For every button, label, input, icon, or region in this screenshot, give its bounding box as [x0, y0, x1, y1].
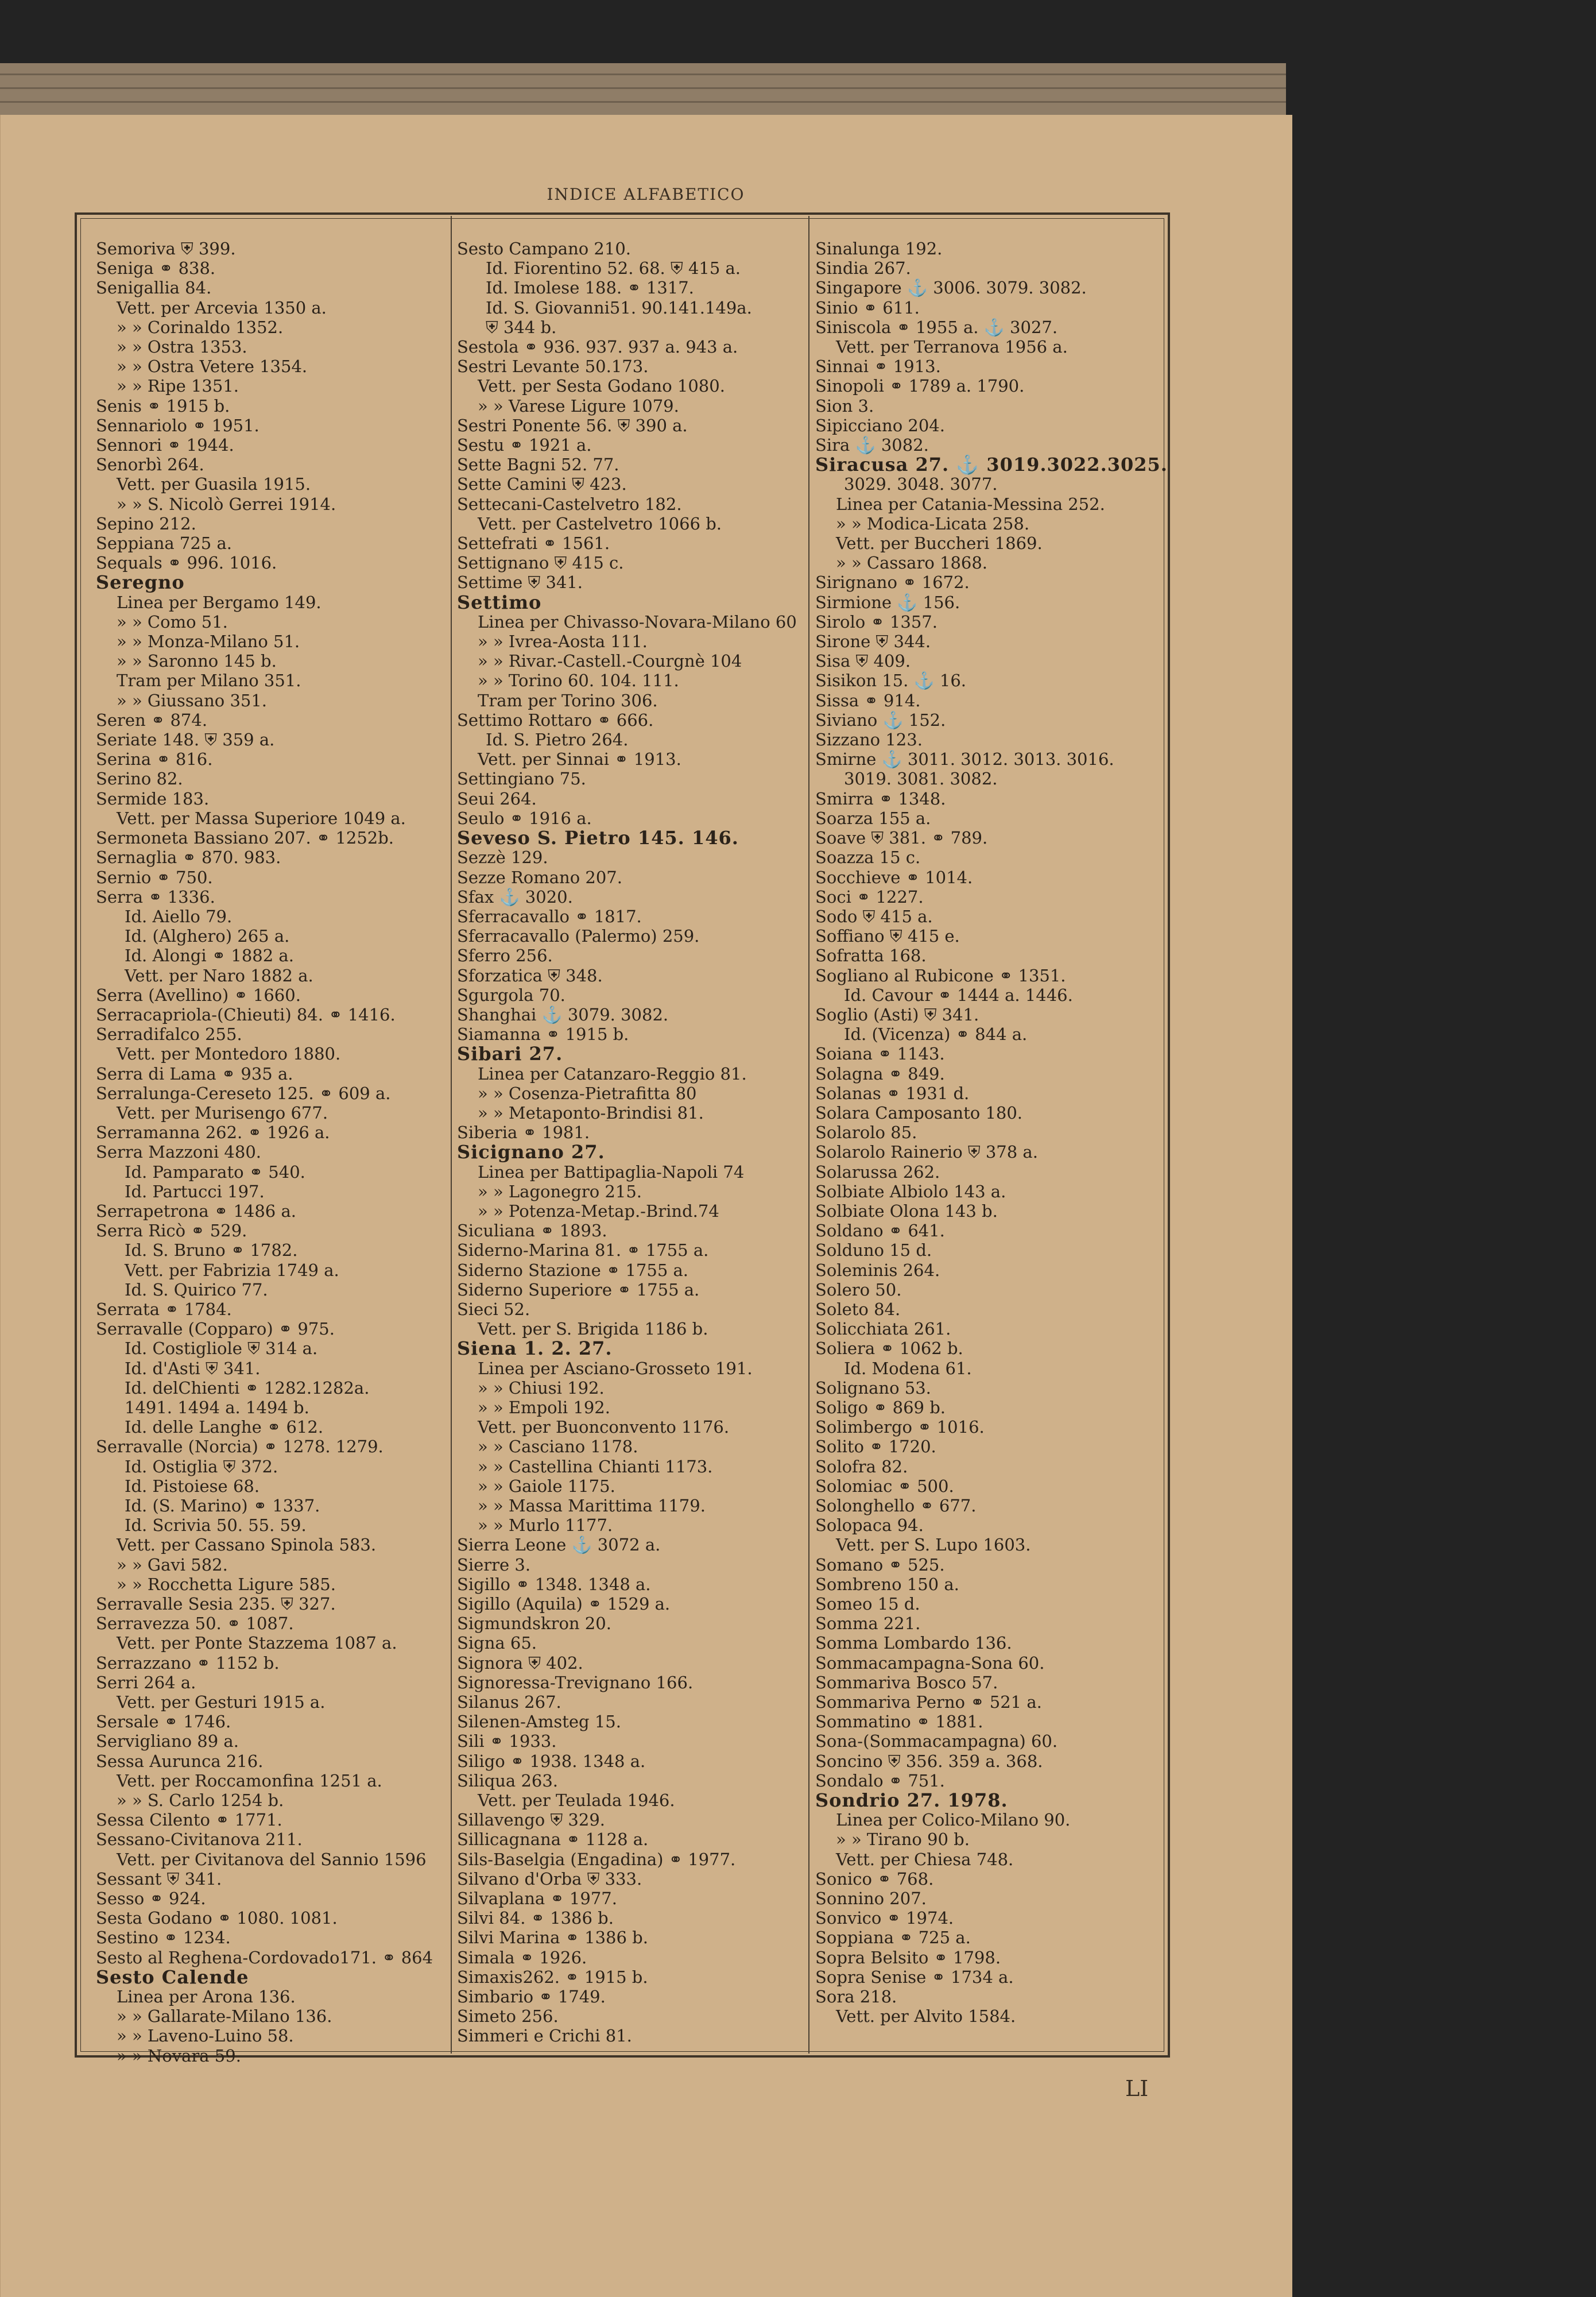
index-entry: » » Castellina Chianti 1173.: [478, 1456, 713, 1476]
index-entry: Sennariolo ⚭ 1951.: [96, 415, 259, 435]
index-entry: Simeto 256.: [457, 2006, 559, 2027]
index-entry: Id. S. Pietro 264.: [486, 730, 629, 750]
index-entry: Seulo ⚭ 1916 a.: [457, 808, 592, 828]
index-entry: Sopra Senise ⚭ 1734 a.: [815, 1967, 1014, 1987]
index-entry: Serramanna 262. ⚭ 1926 a.: [96, 1123, 330, 1143]
index-entry: 1491. 1494 a. 1494 b.: [125, 1397, 309, 1417]
index-entry: Vett. per Roccamonfina 1251 a.: [117, 1770, 382, 1791]
index-entry: Smirne ⚓ 3011. 3012. 3013. 3016.: [815, 749, 1114, 769]
index-entry: Serra (Avellino) ⚭ 1660.: [96, 985, 301, 1005]
index-entry: Seriate 148. ⛨ 359 a.: [96, 730, 275, 750]
index-entry: Serravalle (Norcia) ⚭ 1278. 1279.: [96, 1437, 383, 1457]
index-entry: Siliqua 263.: [457, 1770, 559, 1791]
index-entry: Vett. per Fabrizia 1749 a.: [125, 1260, 339, 1280]
index-entry: Vett. per Castelvetro 1066 b.: [478, 513, 722, 533]
index-entry: » » Massa Marittima 1179.: [478, 1496, 706, 1515]
index-entry: Serrata ⚭ 1784.: [96, 1299, 232, 1319]
index-entry: Id. Ostiglia ⛨ 372.: [125, 1456, 278, 1476]
index-entry: Linea per Colico-Milano 90.: [836, 1810, 1071, 1830]
index-entry: Serravalle Sesia 235. ⛨ 327.: [96, 1594, 336, 1614]
index-entry: Serracapriola-(Chieuti) 84. ⚭ 1416.: [96, 1004, 396, 1024]
index-entry: Id. Imolese 188. ⚭ 1317.: [486, 278, 694, 298]
index-entry: Serina ⚭ 816.: [96, 749, 213, 769]
index-entry: Sisa ⛨ 409.: [815, 651, 911, 671]
index-entry: » » Laveno-Luino 58.: [117, 2026, 294, 2046]
index-entry: Sondalo ⚭ 751.: [815, 1770, 945, 1791]
index-entry: Vett. per Civitanova del Sannio 1596: [117, 1849, 427, 1869]
index-entry: Solarussa 262.: [815, 1162, 940, 1182]
index-entry: Silenen-Amsteg 15.: [457, 1712, 621, 1732]
index-entry: Sillavengo ⛨ 329.: [457, 1810, 605, 1830]
index-entry: Sestu ⚭ 1921 a.: [457, 435, 592, 455]
index-entry: Linea per Bergamo 149.: [117, 592, 321, 612]
index-entry: » » Rocchetta Ligure 585.: [117, 1574, 336, 1594]
index-entry: Solanas ⚭ 1931 d.: [815, 1083, 970, 1103]
column-divider: [808, 216, 809, 2054]
index-entry: Signa 65.: [457, 1633, 537, 1653]
index-entry: Siniscola ⚭ 1955 a. ⚓ 3027.: [815, 317, 1058, 337]
index-entry: Sesso ⚭ 924.: [96, 1889, 206, 1909]
index-entry: Settignano ⛨ 415 c.: [457, 553, 624, 573]
index-entry: Servigliano 89 a.: [96, 1731, 239, 1751]
index-entry: Vett. per Gesturi 1915 a.: [117, 1692, 326, 1712]
index-entry: » » Potenza-Metap.-Brind.74: [478, 1201, 719, 1221]
index-entry: Sesto Campano 210.: [457, 239, 631, 258]
index-entry: Sinopoli ⚭ 1789 a. 1790.: [815, 376, 1025, 396]
index-entry: Sicignano 27.: [457, 1141, 605, 1163]
index-entry: Vett. per S. Brigida 1186 b.: [478, 1319, 708, 1339]
index-entry: Sigillo (Aquila) ⚭ 1529 a.: [457, 1594, 671, 1614]
index-entry: Somano ⚭ 525.: [815, 1554, 945, 1575]
index-entry: Solbiate Olona 143 b.: [815, 1201, 998, 1221]
index-entry: » » Saronno 145 b.: [117, 651, 277, 671]
index-entry: Solduno 15 d.: [815, 1240, 932, 1260]
index-entry: Id. S. Bruno ⚭ 1782.: [125, 1240, 298, 1260]
index-entry: Serri 264 a.: [96, 1672, 196, 1692]
index-entry: Sette Camini ⛨ 423.: [457, 474, 627, 494]
index-entry: Settecani-Castelvetro 182.: [457, 494, 682, 514]
index-entry: Silvano d'Orba ⛨ 333.: [457, 1869, 642, 1889]
index-entry: » » Metaponto-Brindisi 81.: [478, 1103, 704, 1123]
index-entry: Vett. per Cassano Spinola 583.: [117, 1535, 377, 1555]
index-entry: Sogliano al Rubicone ⚭ 1351.: [815, 965, 1066, 985]
page-header: INDICE ALFABETICO: [547, 185, 745, 204]
index-entry: Siracusa 27. ⚓ 3019.3022.3025.: [815, 454, 1168, 476]
index-entry: Sinnai ⚭ 1913.: [815, 357, 941, 377]
index-entry: Solopaca 94.: [815, 1515, 924, 1536]
index-entry: Simaxis262. ⚭ 1915 b.: [457, 1967, 648, 1987]
index-entry: Seveso S. Pietro 145. 146.: [457, 827, 739, 849]
index-entry: Sierre 3.: [457, 1554, 531, 1575]
index-entry: Sibari 27.: [457, 1043, 563, 1065]
index-entry: Sisikon 15. ⚓ 16.: [815, 671, 967, 691]
index-entry: Siderno Stazione ⚭ 1755 a.: [457, 1260, 689, 1280]
index-entry: Id. delle Langhe ⚭ 612.: [125, 1417, 324, 1437]
index-entry: Simbario ⚭ 1749.: [457, 1987, 606, 2007]
index-entry: Sipicciano 204.: [815, 415, 945, 435]
index-entry: Vett. per Massa Superiore 1049 a.: [117, 808, 406, 828]
page-signature: LI: [1125, 2076, 1149, 2101]
index-entry: Siculiana ⚭ 1893.: [457, 1221, 607, 1241]
index-entry: » » Giussano 351.: [117, 690, 268, 710]
index-entry: Id. Aiello 79.: [125, 906, 233, 926]
index-entry: Sona-(Sommacampagna) 60.: [815, 1731, 1058, 1751]
index-entry: Sermoneta Bassiano 207. ⚭ 1252b.: [96, 828, 394, 848]
index-entry: Id. Cavour ⚭ 1444 a. 1446.: [844, 985, 1073, 1005]
index-entry: Vett. per Chiesa 748.: [836, 1849, 1014, 1869]
index-entry: Senigallia 84.: [96, 278, 212, 298]
index-entry: Vett. per S. Lupo 1603.: [836, 1535, 1031, 1555]
index-entry: Vett. per Montedoro 1880.: [117, 1044, 341, 1064]
index-entry: » » Monza-Milano 51.: [117, 632, 300, 652]
index-entry: Sodo ⛨ 415 a.: [815, 906, 933, 926]
index-entry: Vett. per Teulada 1946.: [478, 1791, 675, 1811]
index-entry: Vett. per Terranova 1956 a.: [836, 337, 1068, 357]
index-entry: Soffiano ⛨ 415 e.: [815, 926, 960, 946]
index-entry: 3029. 3048. 3077.: [844, 474, 998, 494]
index-entry: Sersale ⚭ 1746.: [96, 1712, 231, 1732]
index-entry: Serra Ricò ⚭ 529.: [96, 1221, 247, 1241]
index-entry: Serravalle (Copparo) ⚭ 975.: [96, 1319, 335, 1339]
index-entry: Vett. per Arcevia 1350 a.: [117, 297, 327, 318]
index-entry: Smirra ⚭ 1348.: [815, 788, 946, 809]
index-entry: Sirolo ⚭ 1357.: [815, 612, 938, 632]
index-entry: » » S. Carlo 1254 b.: [117, 1791, 284, 1811]
index-entry: » » Ostra 1353.: [117, 337, 247, 357]
index-entry: Siderno-Marina 81. ⚭ 1755 a.: [457, 1240, 709, 1260]
index-entry: Sgurgola 70.: [457, 985, 565, 1005]
index-entry: Soldano ⚭ 641.: [815, 1221, 945, 1241]
index-entry: Vett. per Sinnai ⚭ 1913.: [478, 749, 681, 769]
index-entry: Soncino ⛨ 356. 359 a. 368.: [815, 1751, 1043, 1771]
index-entry: Id. (Vicenza) ⚭ 844 a.: [844, 1024, 1028, 1045]
index-entry: Id. (S. Marino) ⚭ 1337.: [125, 1496, 320, 1515]
index-entry: » » Murlo 1177.: [478, 1515, 613, 1536]
index-entry: Sommatino ⚭ 1881.: [815, 1712, 983, 1732]
index-entry: Sommacampagna-Sona 60.: [815, 1653, 1045, 1673]
index-entry: Somma Lombardo 136.: [815, 1633, 1012, 1653]
index-entry: Id. S. Quirico 77.: [125, 1279, 268, 1300]
index-entry: Seui 264.: [457, 788, 537, 809]
index-entry: » » Ostra Vetere 1354.: [117, 357, 308, 377]
index-entry: Soave ⛨ 381. ⚭ 789.: [815, 828, 988, 848]
index-entry: Sissa ⚭ 914.: [815, 690, 921, 710]
index-entry: Sestri Ponente 56. ⛨ 390 a.: [457, 415, 688, 435]
index-entry: Settefrati ⚭ 1561.: [457, 533, 610, 554]
index-entry: Id. Pistoiese 68.: [125, 1476, 260, 1496]
index-entry: Sepino 212.: [96, 513, 196, 533]
index-entry: Soleto 84.: [815, 1299, 901, 1319]
index-entry: Solbiate Albiolo 143 a.: [815, 1181, 1006, 1201]
index-entry: Id. delChienti ⚭ 1282.1282a.: [125, 1378, 370, 1398]
index-entry: Solero 50.: [815, 1279, 902, 1300]
index-entry: Soazza 15 c.: [815, 848, 921, 868]
index-entry: » » Corinaldo 1352.: [117, 317, 284, 337]
index-entry: Solito ⚭ 1720.: [815, 1437, 936, 1457]
index-entry: Signora ⛨ 402.: [457, 1653, 583, 1673]
index-entry: » » Gallarate-Milano 136.: [117, 2006, 332, 2027]
index-entry: » » Cosenza-Pietrafitta 80: [478, 1083, 697, 1103]
index-entry: » » Rivar.-Castell.-Courgnè 104: [478, 651, 742, 671]
index-entry: Someo 15 d.: [815, 1594, 920, 1614]
index-entry: Linea per Arona 136.: [117, 1987, 296, 2007]
index-entry: Sindia 267.: [815, 258, 911, 279]
index-entry: Linea per Chivasso-Novara-Milano 60: [478, 612, 797, 632]
index-entry: Siamanna ⚭ 1915 b.: [457, 1024, 629, 1045]
index-entry: Sils-Baselgia (Engadina) ⚭ 1977.: [457, 1849, 736, 1869]
index-entry: Silvi 84. ⚭ 1386 b.: [457, 1908, 614, 1928]
index-entry: Socchieve ⚭ 1014.: [815, 867, 973, 887]
index-column-2: [457, 239, 807, 2046]
index-entry: Vett. per Buccheri 1869.: [836, 533, 1043, 554]
index-entry: Solimbergo ⚭ 1016.: [815, 1417, 985, 1437]
index-entry: Soleminis 264.: [815, 1260, 940, 1280]
index-entry: Sigmundskron 20.: [457, 1614, 611, 1634]
index-entry: Soligo ⚭ 869 b.: [815, 1397, 946, 1417]
index-entry: Silanus 267.: [457, 1692, 561, 1712]
index-entry: Id. Pamparato ⚭ 540.: [125, 1162, 305, 1182]
index-entry: Id. Modena 61.: [844, 1358, 972, 1378]
index-entry: Sirignano ⚭ 1672.: [815, 573, 970, 593]
index-entry: Sondrio 27. 1978.: [815, 1789, 1008, 1812]
index-entry: » » Como 51.: [117, 612, 228, 632]
index-entry: Solagna ⚭ 849.: [815, 1064, 945, 1084]
index-entry: Linea per Asciano-Grosseto 191.: [478, 1358, 753, 1378]
index-entry: Sestino ⚭ 1234.: [96, 1928, 231, 1948]
index-entry: Senorbì 264.: [96, 455, 204, 475]
index-entry: Sonico ⚭ 768.: [815, 1869, 934, 1889]
index-entry: Siderno Superiore ⚭ 1755 a.: [457, 1279, 700, 1300]
index-entry: Sesto al Reghena-Cordovado171. ⚭ 864: [96, 1947, 433, 1967]
index-entry: » » Varese Ligure 1079.: [478, 396, 679, 416]
column-divider: [451, 216, 452, 2054]
index-entry: » » Gaiole 1175.: [478, 1476, 615, 1496]
index-entry: » » Ripe 1351.: [117, 376, 239, 396]
index-entry: Solomiac ⚭ 500.: [815, 1476, 954, 1496]
index-entry: Seren ⚭ 874.: [96, 710, 208, 730]
index-entry: » » Casciano 1178.: [478, 1437, 638, 1457]
index-entry: Sizzano 123.: [815, 730, 923, 750]
index-entry: Id. Scrivia 50. 55. 59.: [125, 1515, 307, 1536]
index-entry: Sette Bagni 52. 77.: [457, 455, 619, 475]
index-entry: Senis ⚭ 1915 b.: [96, 396, 230, 416]
index-entry: Sesta Godano ⚭ 1080. 1081.: [96, 1908, 338, 1928]
index-entry: 3019. 3081. 3082.: [844, 769, 998, 789]
index-entry: Sombreno 150 a.: [815, 1574, 959, 1594]
index-entry: Sermide 183.: [96, 788, 210, 809]
index-entry: ⛨ 344 b.: [486, 317, 557, 337]
index-entry: » » Empoli 192.: [478, 1397, 610, 1417]
index-entry: Id. S. Giovanni51. 90.141.149a.: [486, 297, 752, 318]
index-entry: Serralunga-Cereseto 125. ⚭ 609 a.: [96, 1083, 391, 1103]
index-entry: Solarolo Rainerio ⛨ 378 a.: [815, 1142, 1038, 1162]
index-entry: Semoriva ⛨ 399.: [96, 239, 236, 258]
index-entry: Silvi Marina ⚭ 1386 b.: [457, 1928, 648, 1948]
index-entry: Sferro 256.: [457, 946, 553, 966]
index-entry: » » Modica-Licata 258.: [836, 513, 1030, 533]
index-entry: » » Lagonegro 215.: [478, 1181, 642, 1201]
index-entry: Sora 218.: [815, 1987, 897, 2007]
index-entry: Settime ⛨ 341.: [457, 573, 583, 593]
index-entry: Sion 3.: [815, 396, 874, 416]
index-entry: » » Cassaro 1868.: [836, 553, 988, 573]
index-entry: Shanghai ⚓ 3079. 3082.: [457, 1004, 669, 1024]
index-entry: Sernaglia ⚭ 870. 983.: [96, 848, 281, 868]
index-entry: Sezzè 129.: [457, 848, 548, 868]
index-entry: Serrazzano ⚭ 1152 b.: [96, 1653, 280, 1673]
index-entry: Vett. per Guasila 1915.: [117, 474, 311, 494]
index-entry: Serrapetrona ⚭ 1486 a.: [96, 1201, 296, 1221]
index-entry: Serino 82.: [96, 769, 183, 789]
index-entry: Id. d'Asti ⛨ 341.: [125, 1358, 261, 1378]
index-entry: Soliera ⚭ 1062 b.: [815, 1339, 963, 1359]
index-entry: Serradifalco 255.: [96, 1024, 242, 1045]
index-entry: Sernio ⚭ 750.: [96, 867, 213, 887]
index-entry: Vett. per Sesta Godano 1080.: [478, 376, 725, 396]
index-entry: » » Chiusi 192.: [478, 1378, 605, 1398]
index-entry: Sferracavallo ⚭ 1817.: [457, 906, 642, 926]
index-entry: Sesto Calende: [96, 1966, 249, 1988]
index-entry: Solicchiata 261.: [815, 1319, 951, 1339]
index-entry: Solarolo 85.: [815, 1123, 917, 1143]
index-entry: Solara Camposanto 180.: [815, 1103, 1023, 1123]
index-entry: Sira ⚓ 3082.: [815, 435, 929, 455]
index-entry: Id. Alongi ⚭ 1882 a.: [125, 946, 294, 966]
index-entry: Solonghello ⚭ 677.: [815, 1496, 977, 1515]
index-entry: Sierra Leone ⚓ 3072 a.: [457, 1535, 661, 1555]
index-entry: Vett. per Alvito 1584.: [836, 2006, 1016, 2027]
index-entry: » » Ivrea-Aosta 111.: [478, 632, 648, 652]
index-entry: Settingiano 75.: [457, 769, 586, 789]
index-entry: » » S. Nicolò Gerrei 1914.: [117, 494, 336, 514]
index-entry: Seniga ⚭ 838.: [96, 258, 216, 279]
index-entry: Sessa Cilento ⚭ 1771.: [96, 1810, 282, 1830]
index-entry: Siberia ⚭ 1981.: [457, 1123, 590, 1143]
index-entry: Simala ⚭ 1926.: [457, 1947, 587, 1967]
index-entry: Sigillo ⚭ 1348. 1348 a.: [457, 1574, 651, 1594]
index-entry: Sestri Levante 50.173.: [457, 357, 649, 377]
index-entry: Sforzatica ⛨ 348.: [457, 965, 603, 985]
index-entry: Serra ⚭ 1336.: [96, 887, 215, 907]
index-entry: Sieci 52.: [457, 1299, 530, 1319]
index-entry: Sessant ⛨ 341.: [96, 1869, 222, 1889]
index-entry: Sessa Aurunca 216.: [96, 1751, 264, 1771]
index-entry: Sommariva Perno ⚭ 521 a.: [815, 1692, 1042, 1712]
index-entry: Soiana ⚭ 1143.: [815, 1044, 945, 1064]
index-entry: Id. Partucci 197.: [125, 1181, 265, 1201]
index-entry: Tram per Milano 351.: [117, 671, 301, 691]
index-entry: Settimo: [457, 591, 542, 613]
index-entry: Id. Fiorentino 52. 68. ⛨ 415 a.: [486, 258, 741, 279]
index-entry: Sezze Romano 207.: [457, 867, 622, 887]
index-entry: Sofratta 168.: [815, 946, 927, 966]
index-entry: Sonvico ⚭ 1974.: [815, 1908, 954, 1928]
index-entry: Linea per Catanzaro-Reggio 81.: [478, 1064, 747, 1084]
index-entry: Vett. per Buonconvento 1176.: [478, 1417, 730, 1437]
index-entry: Signoressa-Trevignano 166.: [457, 1672, 694, 1692]
index-entry: Vett. per Naro 1882 a.: [125, 965, 313, 985]
index-entry: Sfax ⚓ 3020.: [457, 887, 573, 907]
index-column-1: [96, 239, 446, 2066]
index-entry: Tram per Torino 306.: [478, 690, 658, 710]
index-entry: Singapore ⚓ 3006. 3079. 3082.: [815, 278, 1087, 298]
index-entry: Sinalunga 192.: [815, 239, 943, 258]
index-entry: Sequals ⚭ 996. 1016.: [96, 553, 277, 573]
index-entry: Seppiana 725 a.: [96, 533, 232, 554]
index-entry: Sili ⚭ 1933.: [457, 1731, 557, 1751]
index-entry: Solofra 82.: [815, 1456, 908, 1476]
index-column-3: [815, 239, 1168, 2027]
index-entry: Serra Mazzoni 480.: [96, 1142, 262, 1162]
index-entry: Sestola ⚭ 936. 937. 937 a. 943 a.: [457, 337, 738, 357]
index-entry: Sessano-Civitanova 211.: [96, 1830, 303, 1850]
index-entry: » » Torino 60. 104. 111.: [478, 671, 679, 691]
index-entry: Vett. per Murisengo 677.: [117, 1103, 328, 1123]
index-entry: Id. Costigliole ⛨ 314 a.: [125, 1339, 318, 1359]
index-entry: Sferracavallo (Palermo) 259.: [457, 926, 700, 946]
index-entry: Sopra Belsito ⚭ 1798.: [815, 1947, 1001, 1967]
index-entry: Serravezza 50. ⚭ 1087.: [96, 1614, 294, 1634]
index-entry: Sinio ⚭ 611.: [815, 297, 920, 318]
index-entry: Soci ⚭ 1227.: [815, 887, 924, 907]
index-entry: Serra di Lama ⚭ 935 a.: [96, 1064, 293, 1084]
index-entry: Soarza 155 a.: [815, 808, 931, 828]
index-entry: Seregno: [96, 571, 185, 594]
index-entry: Sommariva Bosco 57.: [815, 1672, 998, 1692]
index-entry: » » Gavi 582.: [117, 1554, 228, 1575]
index-entry: Sirmione ⚓ 156.: [815, 592, 960, 612]
index-entry: Sillicagnana ⚭ 1128 a.: [457, 1830, 649, 1850]
index-entry: Sirone ⛨ 344.: [815, 632, 931, 652]
index-entry: Siligo ⚭ 1938. 1348 a.: [457, 1751, 646, 1771]
index-entry: Siviano ⚓ 152.: [815, 710, 946, 730]
index-entry: Siena 1. 2. 27.: [457, 1337, 613, 1360]
index-entry: Id. (Alghero) 265 a.: [125, 926, 290, 946]
index-entry: Soppiana ⚭ 725 a.: [815, 1928, 971, 1948]
index-entry: Linea per Catania-Messina 252.: [836, 494, 1105, 514]
index-entry: Settimo Rottaro ⚭ 666.: [457, 710, 654, 730]
index-entry: Sonnino 207.: [815, 1889, 927, 1909]
index-entry: Vett. per Ponte Stazzema 1087 a.: [117, 1633, 397, 1653]
index-entry: Simmeri e Crichi 81.: [457, 2026, 632, 2046]
index-entry: Soglio (Asti) ⛨ 341.: [815, 1004, 979, 1024]
index-entry: Solignano 53.: [815, 1378, 931, 1398]
index-entry: » » Tirano 90 b.: [836, 1830, 970, 1850]
index-entry: Somma 221.: [815, 1614, 921, 1634]
index-entry: Sennori ⚭ 1944.: [96, 435, 234, 455]
index-entry: Silvaplana ⚭ 1977.: [457, 1889, 617, 1909]
index-entry: » » Novara 59.: [117, 2045, 241, 2066]
index-entry: Linea per Battipaglia-Napoli 74: [478, 1162, 745, 1182]
